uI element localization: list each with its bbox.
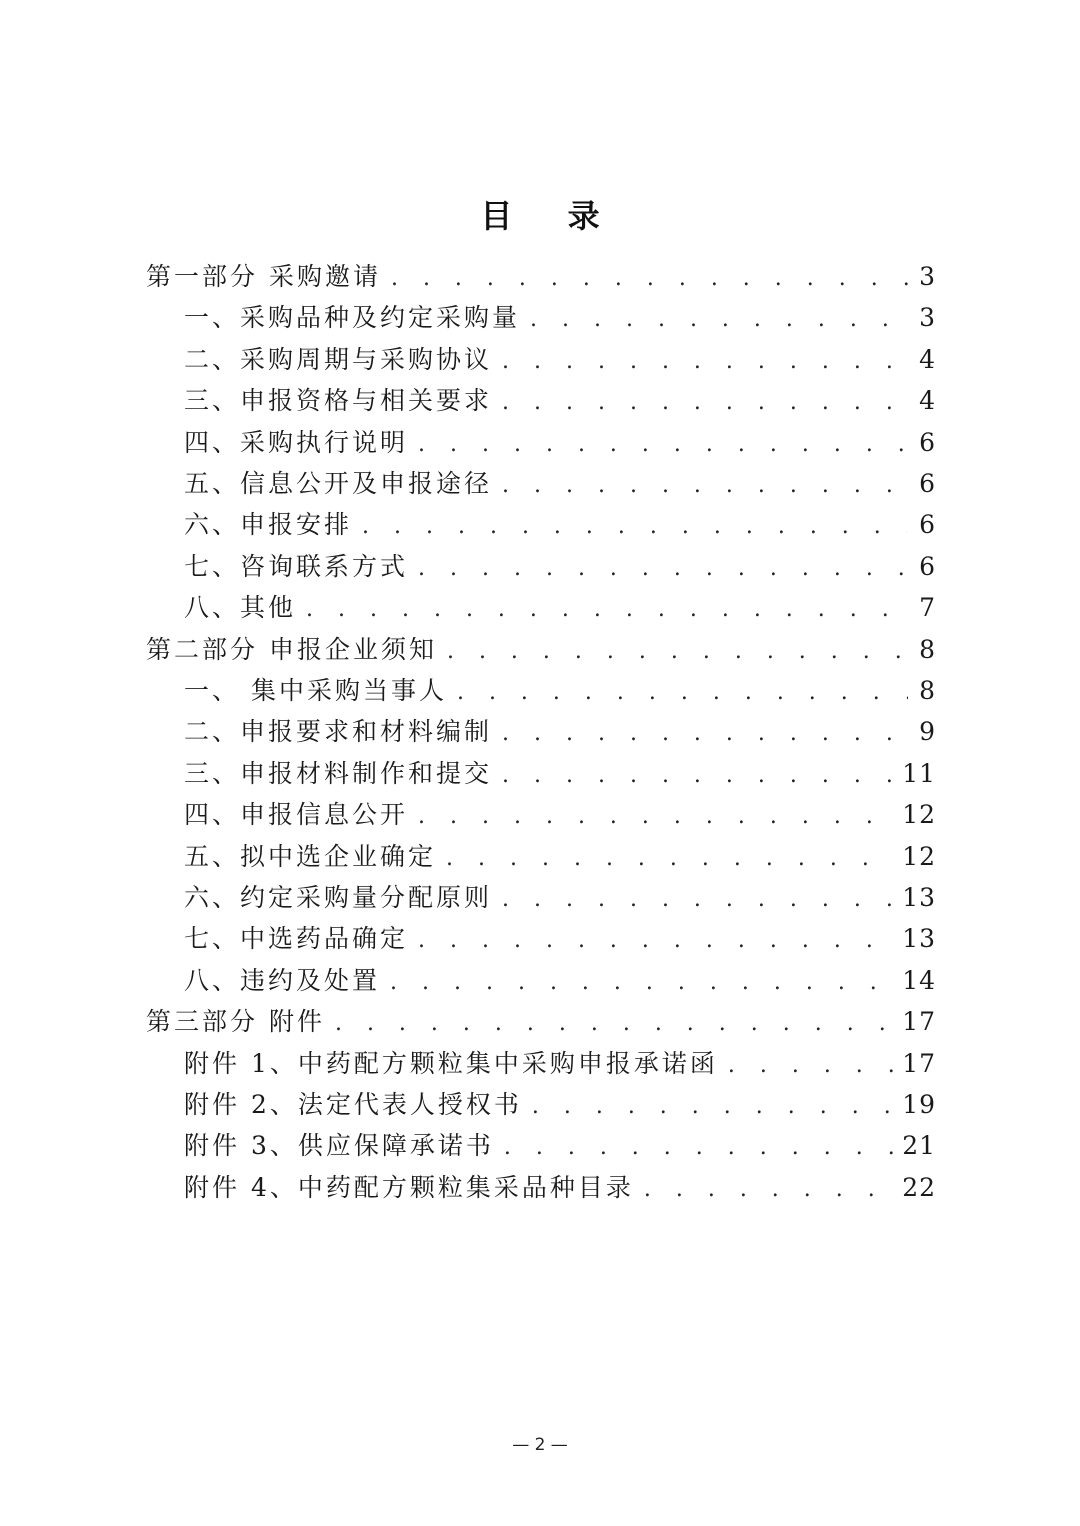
toc-entry-page: 4 [919,386,936,416]
toc-entry-page: 17 [902,1048,936,1078]
toc-entry[interactable] [184,961,936,1001]
toc-dot-leader [446,839,894,879]
toc-entry[interactable] [184,423,936,463]
toc-dot-leader [502,880,894,920]
toc-entry-page: 6 [919,469,936,498]
toc-entry[interactable] [184,795,936,835]
toc-entry-page: 8 [919,634,936,664]
toc-entry[interactable] [184,464,936,504]
toc-entry-label: 三、申报资格与相关要求 [184,386,493,416]
toc-entry[interactable] [184,298,936,338]
toc-entry[interactable] [184,712,936,752]
toc-entry[interactable] [184,919,936,959]
toc-entry-label: 七、咨询联系方式 [184,551,409,581]
toc-entry-page: 17 [902,1007,936,1037]
toc-dot-leader [335,1004,894,1044]
toc-dot-leader [644,1170,894,1210]
toc-dot-leader [532,1087,894,1127]
toc-entry-page: 14 [902,965,936,995]
toc-entry[interactable] [184,878,936,918]
toc-entry-page: 12 [902,800,936,830]
toc-entry-page: 13 [902,883,936,912]
toc-entry-page: 19 [902,1090,936,1119]
toc-entry-label: 八、违约及处置 [184,965,381,995]
toc-entry[interactable] [184,1085,936,1125]
toc-entry-page: 11 [902,758,936,788]
toc-entry[interactable] [184,381,936,421]
toc-entry[interactable] [184,505,936,545]
toc-entry-page: 6 [919,427,936,457]
toc-dot-leader [390,963,894,1003]
toc-entry-label: 第三部分 附件 [146,1007,325,1037]
toc-entry-label: 三、申报材料制作和提交 [184,758,493,788]
toc-entry[interactable] [184,754,936,794]
toc-entry-label: 第一部分 采购邀请 [146,262,381,291]
toc-entry[interactable] [184,340,936,380]
toc-entry-label: 附件 2、法定代表人授权书 [184,1090,522,1119]
toc-entry-page: 13 [902,924,936,954]
toc-entry[interactable] [184,1168,936,1208]
toc-entry-label: 附件 4、中药配方颗粒集采品种目录 [184,1172,634,1202]
toc-entry-page: 4 [919,344,936,374]
toc-dot-leader [502,714,908,754]
toc-entry-label: 六、申报安排 [184,510,353,540]
toc-entry-page: 12 [902,841,936,871]
toc-entry[interactable] [184,837,936,877]
toc-dot-leader [502,466,908,506]
toc-entry-page: 22 [902,1172,936,1202]
toc-entry-page: 6 [919,551,936,581]
toc-dot-leader [418,425,908,465]
toc-entry-label: 一、 集中采购当事人 [184,676,447,705]
toc-dot-leader [502,342,908,382]
page-number: — 2 — [512,1435,568,1455]
toc-dot-leader [418,549,908,589]
toc-entry-page: 3 [919,303,936,333]
toc-dot-leader [502,383,908,423]
toc-entry-label: 二、采购周期与采购协议 [184,344,493,374]
toc-dot-leader [391,259,908,299]
toc-entry-label: 一、采购品种及约定采购量 [184,303,521,333]
toc-entry-page: 3 [919,262,936,291]
toc-dot-leader [457,673,908,713]
toc-title: 目 录 [480,197,622,235]
toc-entry-label: 五、信息公开及申报途径 [184,469,493,498]
toc-dot-leader [418,921,894,961]
toc-entry[interactable] [184,1044,936,1084]
toc-entry-page: 8 [919,676,936,705]
toc-entry-page: 21 [902,1131,936,1161]
toc-dot-leader [530,300,908,340]
toc-entry-label: 八、其他 [184,593,297,623]
toc-entry-label: 六、约定采购量分配原则 [184,883,493,912]
toc-entry-label: 四、申报信息公开 [184,800,409,830]
toc-dot-leader [418,797,894,837]
toc-entry[interactable] [184,671,936,711]
toc-dot-leader [306,590,908,630]
toc-entry[interactable] [184,547,936,587]
toc-dot-leader [502,756,894,796]
toc-entry-label: 附件 1、中药配方颗粒集中采购申报承诺函 [184,1048,718,1078]
toc-dot-leader [504,1128,894,1168]
toc-entry[interactable] [146,257,936,297]
toc-entry[interactable] [184,1126,936,1166]
toc-entry[interactable] [146,630,936,670]
toc-dot-leader [728,1046,894,1086]
toc-entry-label: 五、拟中选企业确定 [184,841,437,871]
toc-entry-label: 附件 3、供应保障承诺书 [184,1131,494,1161]
toc-entry-label: 四、采购执行说明 [184,427,409,457]
toc-entry-page: 9 [919,717,936,747]
toc-entry-label: 第二部分 申报企业须知 [146,634,437,664]
toc-dot-leader [362,507,908,547]
toc-entry-label: 二、申报要求和材料编制 [184,717,493,747]
toc-entry-page: 6 [919,510,936,540]
toc-entry-label: 七、中选药品确定 [184,924,409,954]
toc-entry-page: 7 [919,593,936,623]
toc-entry[interactable] [146,1002,936,1042]
toc-entry[interactable] [184,588,936,628]
toc-dot-leader [447,632,908,672]
